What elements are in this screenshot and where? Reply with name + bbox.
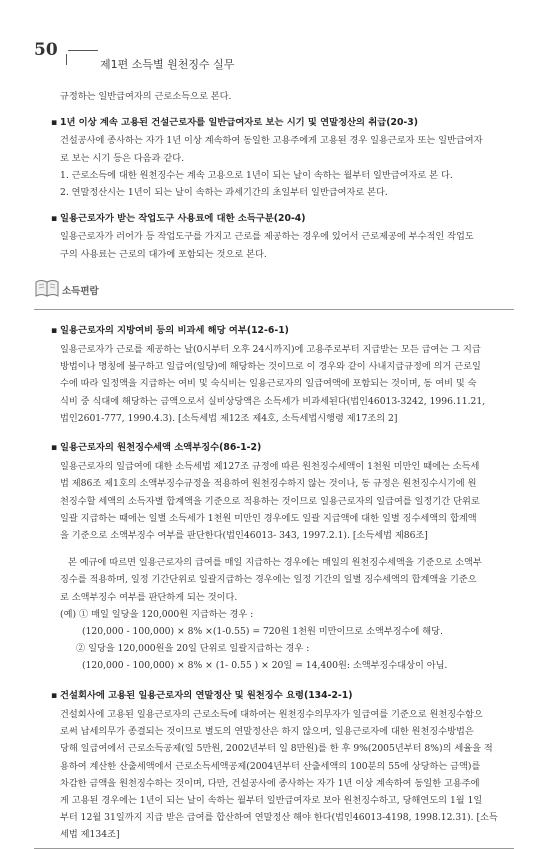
list-item: 1. 근로소득에 대한 원천징수는 계속 고용으로 1년이 되는 날이 속하는 월부터 일반급여자로 본 다. <box>60 169 453 181</box>
page-header <box>34 40 514 70</box>
text-line: 법인2601-777, 1990.4.3). [소득세법 제12조 제4호, 소득세법시행령 제17조의 2] <box>60 412 398 424</box>
example-line: ② 일당을 120,000원을 20일 단위로 일괄지급하는 경우 : <box>76 643 310 655</box>
bullet-icon: ▪ <box>51 324 58 336</box>
text-line: 본 예규에 따르면 일용근로자의 급여를 매일 지급하는 경우에는 매일의 원천징수세액을 기준으로 소액부 <box>68 557 482 569</box>
box-title: 일용근로자의 지방여비 등의 비과세 해당 여부(12-6-1) <box>60 324 289 336</box>
text-line: 로써 납세의무가 종결되는 것이므로 별도의 연말정산은 하지 않으며, 일용근로자에 대한 원천징수방법은 <box>60 726 474 738</box>
section-title: 1년 이상 계속 고용된 건설근로자를 일반급여자로 보는 시기 및 연말정산의 취급(20-3) <box>60 117 418 129</box>
text-line: 을 기준으로 소액부징수 여부를 판단한다(법인46013- 343, 1997.2.1). [소득세법 제86조] <box>60 530 428 542</box>
text-line: 방법이나 명칭에 불구하고 일급여(일당)에 해당하는 것이므로 이 경우와 같이 사내지급규정에 의거 근로일 <box>60 361 481 373</box>
text-line: 부터 12월 31일까지 지급 받은 급여를 합산하여 연말정산 해야 한다(법인46013-4198, 1998.12.31). [소득 <box>60 812 498 824</box>
section-heading <box>51 114 514 131</box>
text-line: 차감한 금액을 원천징수하는 것이며, 다만, 건설공사에 종사하는 자가 1년 이상 계속하여 동일한 고용주에 <box>60 777 480 789</box>
reference-box <box>34 309 514 849</box>
example-line: (예) ① 매일 일당을 120,000원 지급하는 경우 : <box>60 608 254 620</box>
text-line: 세법 제134조] <box>60 829 120 841</box>
box-heading <box>51 322 514 341</box>
text-line: 건설공사에 종사하는 자가 1년 이상 계속하여 동일한 고용주에게 고용된 경우 일용근로자 또는 일반급여자 <box>60 135 483 147</box>
sohwa-label: 소득편람 <box>62 285 99 297</box>
page-body <box>51 88 514 849</box>
text-line: 천징수할 세액의 소득자별 합계액을 기준으로 적용하는 것이므로 일용근로자의 일급여를 일정기간 단위로 <box>60 495 480 507</box>
bullet-icon: ▪ <box>51 213 58 225</box>
text-line: 용하여 계산한 산출세액에서 근로소득세액공제(2004년부터 산출세액의 100분의 55에 상당하는 금액)를 <box>60 760 481 772</box>
text-line: 구의 사용료는 근로의 대가에 포함되는 것으로 본다. <box>60 248 267 260</box>
header-divider <box>66 54 67 65</box>
text-line: 일괄 지급하는 때에는 일별 소득세가 1천원 미만인 경우에도 일괄 지급액에 대한 일별 징수세액의 합계액 <box>60 512 477 524</box>
section-title: 일용근로자가 받는 작업도구 사용료에 대한 소득구분(20-4) <box>60 213 306 225</box>
text-line: 일용근로자의 일급여에 대한 소득세법 제127조 규정에 따른 원천징수세액이 1천원 미만인 때에는 소득세 <box>60 461 480 473</box>
text-line: 당해 일급여에서 근로소득공제(일 5만원, 2002년부터 일 8만원)를 한 후 9%(2005년부터 8%)의 세율을 적 <box>60 743 493 755</box>
box-heading <box>51 687 514 706</box>
bullet-icon: ▪ <box>51 689 58 701</box>
spacer <box>60 544 514 554</box>
sohwa-banner <box>34 277 514 305</box>
text-line: 수에 따라 일정액을 지급하는 여비 및 숙식비는 일용근로자의 일급여액에 포함되는 것이며, 동 여비 및 숙 <box>60 378 477 390</box>
text-line: 게 고용된 경우에는 1년이 되는 날이 속하는 월부터 일반급여자로 보아 원천징수하고, 당해연도의 1월 1일 <box>60 794 483 806</box>
example-calc: (120,000 - 100,000) × 8% ×(1-0.55) = 720원 1천원 미만이므로 소액부징수에 해당. <box>82 626 443 638</box>
chapter-title: 제1편 소득별 원천징수 실무 <box>100 58 235 71</box>
header-rule <box>68 50 98 51</box>
text-line: 일용근로자가 러어가 등 작업도구를 가지고 근로를 제공하는 경우에 있어서 근로제공에 부수적인 작업도 <box>60 231 474 243</box>
intro-line: 규정하는 일반급여자의 근로소득으로 본다. <box>60 91 232 102</box>
text-line: 식비 중 식대에 해당하는 금액으로서 실비상당액은 소득세가 비과세된다(법인46013-3242, 1996.11.21, <box>60 395 486 407</box>
text-line: 일용근로자가 근로를 제공하는 날(0시부터 오후 24시까지)에 고용주로부터 지급받는 모든 급여는 그 지급 <box>60 344 481 356</box>
box-title: 일용근로자의 원천징수세액 소액부징수(86-1-2) <box>60 442 262 454</box>
box-title: 건설회사에 고용된 일용근로자의 연말정산 및 원천징수 요령(134-2-1) <box>60 689 353 701</box>
page-number: 50 <box>34 40 58 60</box>
example-calc: (120,000 - 100,000) × 8% × (1- 0.55 ) × 20일 = 14,400원: 소액부징수대상이 아님. <box>82 660 448 672</box>
section-heading <box>51 210 514 227</box>
open-book-icon <box>34 277 60 299</box>
box-heading <box>51 439 514 458</box>
text-line: 로 보는 시기 등은 다음과 같다. <box>60 152 185 164</box>
text-line: 징수를 적용하며, 일정 기간단위로 일괄지급하는 경우에는 일정 기간의 일별 징수세액의 합계액을 기준으 <box>60 574 477 586</box>
bullet-icon: ▪ <box>51 442 58 454</box>
text-line: 건설회사에 고용된 일용근로자의 근로소득에 대하여는 원천징수의무자가 일급여를 기준으로 원천징수함으 <box>60 708 483 720</box>
list-item: 2. 연말정산시는 1년이 되는 날이 속하는 과세기간의 초일부터 일반급여자로 본다. <box>60 187 388 199</box>
text-line: 로 소액부징수 여부를 판단하게 되는 것이다. <box>60 591 238 603</box>
bullet-icon: ▪ <box>51 117 58 129</box>
text-line: 법 제86조 제1호의 소액부징수규정을 적용하여 원천징수하지 않는 것이나, 동 규정은 원천징수시기에 원 <box>60 478 477 490</box>
